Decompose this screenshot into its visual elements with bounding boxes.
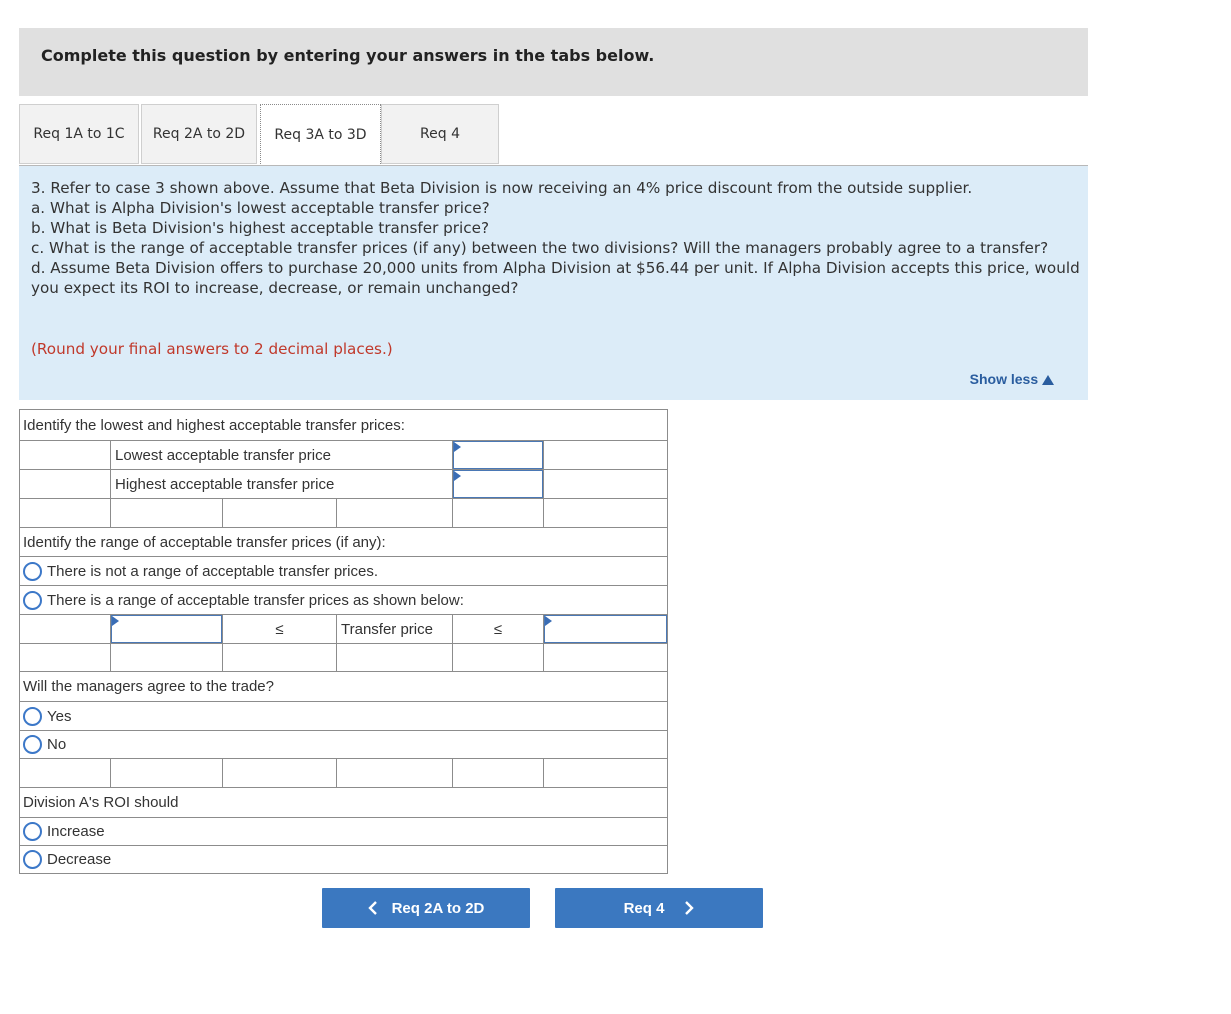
tab-req-4[interactable] [381,104,499,164]
option-no-row[interactable] [20,731,667,759]
lowest-price-row [20,441,667,470]
caret-up-icon [1042,375,1054,385]
input-marker-icon [454,471,461,481]
range-label: There is a range of acceptable transfer prices as shown below: [47,591,464,609]
input-marker-icon [454,442,461,452]
next-req-label: Req 4 [623,899,665,917]
next-req-button[interactable] [555,888,763,928]
range-radio[interactable] [23,591,42,610]
section3-heading-row [20,672,667,702]
chevron-left-icon [368,901,378,915]
lowest-price-input[interactable] [453,441,543,469]
no-label: No [47,736,67,753]
increase-label: Increase [47,823,105,840]
question-line: 3. Refer to case 3 shown above. Assume that Beta Division is now receiving an 4% price discount from the outside supplier. [31,179,973,197]
tab-label: Req 1A to 1C [33,126,125,142]
yes-radio[interactable] [23,707,42,726]
tab-label: Req 2A to 2D [152,126,246,142]
section1-heading-row [20,410,667,441]
input-marker-icon [112,616,119,626]
no-range-label: There is not a range of acceptable transfer prices. [47,562,379,580]
increase-radio[interactable] [23,822,42,841]
show-less-label: Show less [969,371,1039,387]
no-radio[interactable] [23,735,42,754]
lowest-price-label: Lowest acceptable transfer price [115,446,331,464]
empty-row [20,759,667,788]
empty-row [20,499,667,528]
option-decrease-row[interactable] [20,846,667,873]
show-less-link[interactable] [970,371,1054,387]
section1-heading: Identify the lowest and highest acceptable transfer prices: [23,416,405,434]
leq-symbol: ≤ [275,620,284,638]
prev-req-label: Req 2A to 2D [391,899,485,917]
tab-req-2a-2d[interactable] [141,104,257,164]
tab-label: Req 4 [420,126,460,142]
option-no-range-row[interactable] [20,557,667,586]
tab-req-3a-3d[interactable] [260,104,381,166]
question-line: a. What is Alpha Division's lowest acceptable transfer price? [31,199,490,217]
question-line: d. Assume Beta Division offers to purchase 20,000 units from Alpha Division at $56.44 per unit. If Alpha Division accepts this price, would you expect its ROI to increase, decrease, or remain unchanged? [31,259,1080,297]
section2-heading: Identify the range of acceptable transfer prices (if any): [23,533,386,551]
decrease-radio[interactable] [23,850,42,869]
prev-req-button[interactable] [322,888,530,928]
section4-heading: Division A's ROI should [23,794,179,811]
leq-symbol: ≤ [493,620,503,638]
section2-heading-row [20,528,667,557]
tab-label: Req 3A to 3D [274,127,367,143]
empty-row [20,644,667,672]
question-panel [19,166,1088,400]
instruction-text: Complete this question by entering your answers in the tabs below. [41,46,655,65]
option-range-row[interactable] [20,586,667,615]
yes-label: Yes [47,707,72,725]
question-text [31,178,1081,298]
range-high-input[interactable] [544,615,667,643]
section4-heading-row [20,788,667,818]
input-marker-icon [545,616,552,626]
question-line: b. What is Beta Division's highest acceptable transfer price? [31,219,490,237]
highest-price-label: Highest acceptable transfer price [115,475,335,493]
chevron-right-icon [684,901,694,915]
rounding-note: (Round your final answers to 2 decimal places.) [31,340,393,358]
range-inputs-row [20,615,667,644]
instruction-header [19,28,1088,96]
question-line: c. What is the range of acceptable transfer prices (if any) between the two divisions? Will the managers probably agree to a transfer? [31,239,1049,257]
decrease-label: Decrease [47,851,112,868]
no-range-radio[interactable] [23,562,42,581]
range-low-input[interactable] [111,615,222,643]
highest-price-row [20,470,667,499]
transfer-price-label: Transfer price [341,620,433,638]
answer-grid [19,409,668,874]
option-increase-row[interactable] [20,818,667,846]
highest-price-input[interactable] [453,470,543,498]
section3-heading: Will the managers agree to the trade? [23,678,274,695]
option-yes-row[interactable] [20,702,667,731]
tab-req-1a-1c[interactable] [19,104,139,164]
